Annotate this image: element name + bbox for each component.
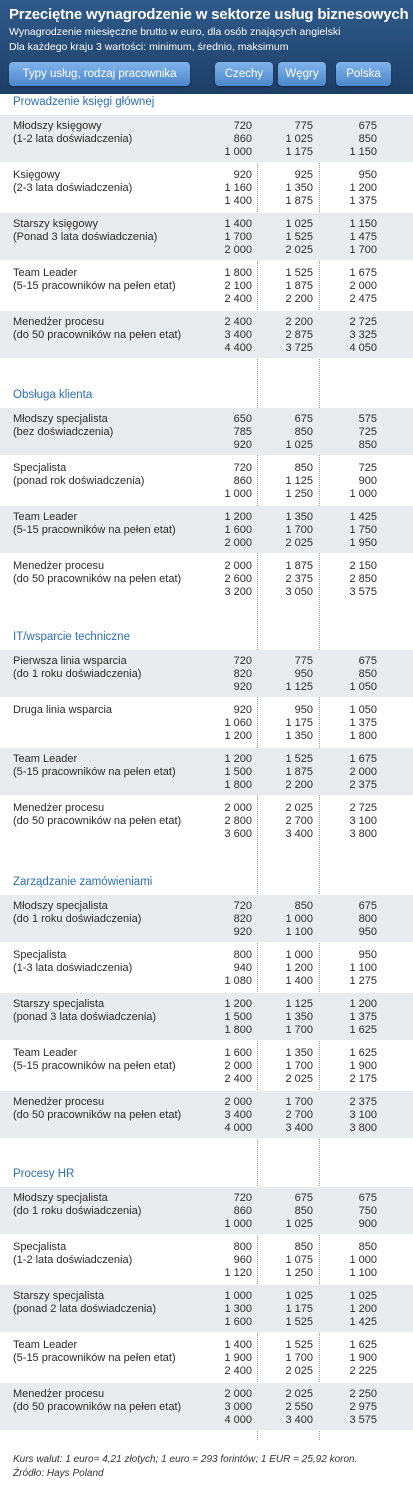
- value-wegry-avg: 950: [294, 668, 313, 680]
- value-polska-avg: 850: [358, 668, 377, 680]
- value-czechy-avg: 2 800: [224, 815, 252, 827]
- value-wegry-avg: 1 350: [285, 1011, 313, 1023]
- value-czechy-avg: 1 300: [224, 1303, 252, 1315]
- value-polska-min: 575: [358, 413, 377, 425]
- value-polska-min: 950: [358, 169, 377, 181]
- value-polska-avg: 1 375: [349, 1011, 377, 1023]
- value-wegry-max: 1 025: [285, 439, 313, 451]
- value-czechy-max: 2 400: [224, 1073, 252, 1085]
- value-polska-max: 1 700: [349, 244, 377, 256]
- footer-source: Źródło: Hays Poland: [13, 1468, 104, 1479]
- value-czechy-min: 1 600: [224, 1047, 252, 1059]
- value-wegry-avg: 1 175: [285, 717, 313, 729]
- value-polska-avg: 1 100: [349, 962, 377, 974]
- chart-subtitle-2: Dla każdego kraju 3 wartości: minimum, średnio, maksimum: [9, 41, 289, 53]
- value-wegry-max: 1 875: [285, 195, 313, 207]
- value-wegry-max: 1 400: [285, 975, 313, 987]
- value-czechy-avg: 3 000: [224, 1401, 252, 1413]
- value-czechy-min: 1 000: [224, 1290, 252, 1302]
- value-czechy-min: 1 200: [224, 998, 252, 1010]
- row-label: Starszy specjalista: [13, 1290, 105, 1302]
- column-header-czechy: Czechy: [215, 62, 273, 86]
- row-sublabel: (5-15 pracowników na pełen etat): [13, 766, 176, 778]
- value-wegry-avg: 2 700: [285, 815, 313, 827]
- row-label: Starszy specjalista: [13, 998, 105, 1010]
- value-czechy-avg: 940: [233, 962, 252, 974]
- value-wegry-avg: 1 175: [285, 1303, 313, 1315]
- row-sublabel: (1-2 lata doświadczenia): [13, 1254, 133, 1266]
- value-czechy-min: 2 000: [224, 560, 252, 572]
- row-label: Menedżer procesu: [13, 1388, 105, 1400]
- value-polska-avg: 800: [358, 913, 377, 925]
- value-czechy-avg: 820: [233, 668, 252, 680]
- value-czechy-max: 1 000: [224, 488, 252, 500]
- value-polska-min: 1 050: [349, 704, 377, 716]
- value-czechy-min: 920: [233, 704, 252, 716]
- value-czechy-max: 4 400: [224, 342, 252, 354]
- value-wegry-avg: 1 200: [285, 962, 313, 974]
- value-polska-avg: 1 900: [349, 1060, 377, 1072]
- value-polska-avg: 1 900: [349, 1352, 377, 1364]
- value-czechy-min: 1 400: [224, 1339, 252, 1351]
- value-wegry-min: 675: [294, 413, 313, 425]
- value-wegry-min: 1 125: [285, 998, 313, 1010]
- value-czechy-min: 1 800: [224, 267, 252, 279]
- column-header-service-type: Typy usług, rodzaj pracownika: [9, 62, 190, 86]
- value-polska-avg: 1 200: [349, 1303, 377, 1315]
- value-czechy-avg: 860: [233, 1205, 252, 1217]
- value-czechy-avg: 1 600: [224, 524, 252, 536]
- value-czechy-max: 920: [233, 681, 252, 693]
- value-wegry-min: 2 025: [285, 802, 313, 814]
- value-polska-max: 2 475: [349, 293, 377, 305]
- row-label: Team Leader: [13, 511, 78, 523]
- value-czechy-max: 1 600: [224, 1316, 252, 1328]
- value-wegry-max: 3 400: [285, 1122, 313, 1134]
- value-polska-avg: 3 325: [349, 329, 377, 341]
- value-czechy-max: 1 200: [224, 730, 252, 742]
- value-wegry-min: 1 525: [285, 267, 313, 279]
- row-sublabel: (2-3 lata doświadczenia): [13, 182, 133, 194]
- section-title: Procesy HR: [13, 1168, 75, 1180]
- row-sublabel: (ponad 3 lata doświadczenia): [13, 1011, 157, 1023]
- value-czechy-max: 920: [233, 439, 252, 451]
- value-czechy-avg: 2 100: [224, 280, 252, 292]
- value-czechy-avg: 1 060: [224, 717, 252, 729]
- value-wegry-max: 3 050: [285, 586, 313, 598]
- value-wegry-max: 2 025: [285, 537, 313, 549]
- value-czechy-min: 720: [233, 462, 252, 474]
- value-czechy-min: 1 400: [224, 218, 252, 230]
- value-polska-avg: 2 000: [349, 766, 377, 778]
- value-polska-max: 4 050: [349, 342, 377, 354]
- row-label: Młodszy specjalista: [13, 900, 108, 912]
- value-polska-max: 1 050: [349, 681, 377, 693]
- value-polska-max: 3 800: [349, 1122, 377, 1134]
- row-sublabel: (ponad 2 lata doświadczenia): [13, 1303, 157, 1315]
- value-wegry-min: 2 025: [285, 1388, 313, 1400]
- row-sublabel: (ponad rok doświadczenia): [13, 475, 145, 487]
- value-polska-min: 725: [358, 462, 377, 474]
- value-czechy-max: 1 120: [224, 1267, 252, 1279]
- value-wegry-max: 3 725: [285, 342, 313, 354]
- value-polska-min: 1 425: [349, 511, 377, 523]
- value-czechy-min: 920: [233, 169, 252, 181]
- value-czechy-max: 1 080: [224, 975, 252, 987]
- footer-exchange-rates: Kurs walut: 1 euro= 4,21 złotych; 1 euro = 293 forintów; 1 EUR = 25,92 koron.: [13, 1454, 358, 1465]
- value-czechy-avg: 820: [233, 913, 252, 925]
- value-polska-max: 1 425: [349, 1316, 377, 1328]
- value-polska-min: 1 625: [349, 1339, 377, 1351]
- value-polska-max: 1 375: [349, 195, 377, 207]
- value-czechy-avg: 1 160: [224, 182, 252, 194]
- value-wegry-avg: 2 375: [285, 573, 313, 585]
- value-polska-avg: 2 975: [349, 1401, 377, 1413]
- value-polska-min: 675: [358, 900, 377, 912]
- header-banner: [0, 0, 413, 94]
- column-header-polska: Polska: [336, 62, 391, 86]
- value-wegry-min: 950: [294, 704, 313, 716]
- value-wegry-avg: 1 700: [285, 524, 313, 536]
- value-polska-avg: 2 000: [349, 280, 377, 292]
- value-wegry-min: 1 025: [285, 1290, 313, 1302]
- value-wegry-avg: 1 525: [285, 231, 313, 243]
- value-wegry-avg: 1 875: [285, 766, 313, 778]
- value-polska-max: 900: [358, 1218, 377, 1230]
- value-polska-min: 675: [358, 655, 377, 667]
- value-wegry-avg: 2 875: [285, 329, 313, 341]
- value-wegry-max: 2 025: [285, 1073, 313, 1085]
- value-czechy-max: 4 000: [224, 1414, 252, 1426]
- value-wegry-avg: 1 875: [285, 280, 313, 292]
- value-czechy-max: 1 800: [224, 779, 252, 791]
- row-sublabel: (do 1 roku doświadczenia): [13, 1205, 142, 1217]
- row-sublabel: (1-2 lata doświadczenia): [13, 133, 133, 145]
- row-sublabel: (5-15 pracowników na pełen etat): [13, 1352, 176, 1364]
- value-polska-avg: 750: [358, 1205, 377, 1217]
- section-title: Obsługa klienta: [13, 389, 93, 401]
- row-sublabel: (5-15 pracowników na pełen etat): [13, 1060, 176, 1072]
- value-polska-min: 1 625: [349, 1047, 377, 1059]
- value-polska-avg: 1 000: [349, 1254, 377, 1266]
- row-sublabel: (do 50 pracowników na pełen etat): [13, 1109, 182, 1121]
- value-wegry-max: 2 025: [285, 244, 313, 256]
- row-label: Team Leader: [13, 1339, 78, 1351]
- value-wegry-min: 1 350: [285, 1047, 313, 1059]
- value-czechy-min: 2 400: [224, 316, 252, 328]
- value-wegry-max: 3 400: [285, 828, 313, 840]
- value-polska-min: 1 150: [349, 218, 377, 230]
- value-czechy-min: 2 000: [224, 1388, 252, 1400]
- value-wegry-avg: 1 125: [285, 475, 313, 487]
- row-sublabel: (do 1 roku doświadczenia): [13, 668, 142, 680]
- row-label: Menedżer procesu: [13, 802, 105, 814]
- value-wegry-min: 1 000: [285, 949, 313, 961]
- value-polska-max: 1 275: [349, 975, 377, 987]
- value-czechy-max: 1 000: [224, 146, 252, 158]
- row-sublabel: (bez doświadczenia): [13, 426, 114, 438]
- value-czechy-min: 2 000: [224, 1096, 252, 1108]
- row-label: Team Leader: [13, 753, 78, 765]
- value-wegry-avg: 1 350: [285, 182, 313, 194]
- value-czechy-max: 3 200: [224, 586, 252, 598]
- row-label: Team Leader: [13, 267, 78, 279]
- value-wegry-min: 850: [294, 900, 313, 912]
- section-title: IT/wsparcie techniczne: [13, 631, 130, 643]
- value-czechy-min: 720: [233, 1192, 252, 1204]
- value-polska-max: 2 375: [349, 779, 377, 791]
- value-wegry-min: 850: [294, 462, 313, 474]
- row-label: Menedżer procesu: [13, 316, 105, 328]
- value-polska-min: 1 675: [349, 267, 377, 279]
- row-label: Pierwsza linia wsparcia: [13, 655, 127, 667]
- value-czechy-min: 720: [233, 655, 252, 667]
- value-polska-avg: 3 100: [349, 1109, 377, 1121]
- value-polska-avg: 1 475: [349, 231, 377, 243]
- value-polska-max: 850: [358, 439, 377, 451]
- value-czechy-min: 720: [233, 900, 252, 912]
- value-polska-max: 3 575: [349, 1414, 377, 1426]
- row-sublabel: (5-15 pracowników na pełen etat): [13, 280, 176, 292]
- value-wegry-min: 1 525: [285, 753, 313, 765]
- value-polska-min: 2 725: [349, 802, 377, 814]
- value-polska-max: 2 175: [349, 1073, 377, 1085]
- value-polska-avg: 725: [358, 426, 377, 438]
- value-polska-max: 2 225: [349, 1365, 377, 1377]
- value-polska-max: 3 575: [349, 586, 377, 598]
- value-czechy-min: 800: [233, 949, 252, 961]
- value-wegry-avg: 850: [294, 426, 313, 438]
- value-wegry-avg: 1 025: [285, 133, 313, 145]
- value-czechy-max: 2 400: [224, 293, 252, 305]
- value-polska-max: 950: [358, 926, 377, 938]
- value-wegry-min: 675: [294, 1192, 313, 1204]
- value-wegry-min: 1 875: [285, 560, 313, 572]
- row-label: Menedżer procesu: [13, 1096, 105, 1108]
- value-wegry-avg: 850: [294, 1205, 313, 1217]
- value-polska-min: 1 200: [349, 998, 377, 1010]
- value-wegry-max: 1 350: [285, 730, 313, 742]
- value-polska-min: 950: [358, 949, 377, 961]
- row-sublabel: (do 50 pracowników na pełen etat): [13, 573, 182, 585]
- row-label: Księgowy: [13, 169, 61, 181]
- value-czechy-max: 4 000: [224, 1122, 252, 1134]
- row-sublabel: (1-3 lata doświadczenia): [13, 962, 133, 974]
- value-wegry-max: 1 250: [285, 488, 313, 500]
- value-wegry-max: 2 025: [285, 1365, 313, 1377]
- value-polska-min: 850: [358, 1241, 377, 1253]
- value-polska-avg: 2 850: [349, 573, 377, 585]
- value-wegry-max: 1 700: [285, 1024, 313, 1036]
- value-wegry-avg: 1 700: [285, 1060, 313, 1072]
- value-czechy-max: 1 800: [224, 1024, 252, 1036]
- row-label: Młodszy specjalista: [13, 1192, 108, 1204]
- row-label: Młodszy specjalista: [13, 413, 108, 425]
- value-wegry-avg: 1 075: [285, 1254, 313, 1266]
- row-sublabel: (do 50 pracowników na pełen etat): [13, 815, 182, 827]
- value-polska-avg: 900: [358, 475, 377, 487]
- value-polska-min: 1 675: [349, 753, 377, 765]
- value-polska-min: 675: [358, 1192, 377, 1204]
- row-label: Druga linia wsparcia: [13, 704, 113, 716]
- value-polska-avg: 850: [358, 133, 377, 145]
- value-czechy-min: 1 200: [224, 511, 252, 523]
- value-polska-min: 2 725: [349, 316, 377, 328]
- value-czechy-min: 1 200: [224, 753, 252, 765]
- value-wegry-min: 1 350: [285, 511, 313, 523]
- value-wegry-max: 1 025: [285, 1218, 313, 1230]
- value-czechy-min: 800: [233, 1241, 252, 1253]
- value-polska-min: 1 025: [349, 1290, 377, 1302]
- value-polska-max: 1 950: [349, 537, 377, 549]
- value-polska-min: 2 250: [349, 1388, 377, 1400]
- row-label: Specjalista: [13, 949, 67, 961]
- value-czechy-avg: 1 700: [224, 231, 252, 243]
- value-czechy-max: 1 400: [224, 195, 252, 207]
- chart-title: Przeciętne wynagrodzenie w sektorze usług biznesowych: [9, 6, 409, 23]
- value-wegry-min: 775: [294, 655, 313, 667]
- value-wegry-min: 1 025: [285, 218, 313, 230]
- row-label: Specjalista: [13, 1241, 67, 1253]
- value-wegry-min: 1 525: [285, 1339, 313, 1351]
- value-czechy-max: 2 000: [224, 244, 252, 256]
- value-polska-avg: 3 100: [349, 815, 377, 827]
- value-polska-max: 1 100: [349, 1267, 377, 1279]
- value-czechy-avg: 1 900: [224, 1352, 252, 1364]
- value-czechy-max: 2 000: [224, 537, 252, 549]
- value-wegry-min: 2 200: [285, 316, 313, 328]
- section-title: Zarządzanie zamówieniami: [13, 876, 153, 888]
- row-label: Team Leader: [13, 1047, 78, 1059]
- value-czechy-min: 2 000: [224, 802, 252, 814]
- value-wegry-max: 3 400: [285, 1414, 313, 1426]
- value-wegry-max: 1 525: [285, 1316, 313, 1328]
- value-czechy-avg: 2 000: [224, 1060, 252, 1072]
- column-header-wegry: Węgry: [278, 62, 326, 86]
- value-polska-max: 3 800: [349, 828, 377, 840]
- value-polska-min: 675: [358, 120, 377, 132]
- row-sublabel: (do 1 roku doświadczenia): [13, 913, 142, 925]
- value-wegry-max: 1 100: [285, 926, 313, 938]
- value-wegry-avg: 2 700: [285, 1109, 313, 1121]
- value-polska-avg: 1 375: [349, 717, 377, 729]
- value-wegry-max: 1 250: [285, 1267, 313, 1279]
- value-czechy-avg: 960: [233, 1254, 252, 1266]
- value-wegry-max: 2 200: [285, 779, 313, 791]
- value-czechy-min: 650: [233, 413, 252, 425]
- value-czechy-max: 3 600: [224, 828, 252, 840]
- value-wegry-max: 2 200: [285, 293, 313, 305]
- value-czechy-avg: 860: [233, 475, 252, 487]
- row-sublabel: (5-15 pracowników na pełen etat): [13, 524, 176, 536]
- row-label: Specjalista: [13, 462, 67, 474]
- row-sublabel: (do 50 pracowników na pełen etat): [13, 329, 182, 341]
- section-title: Prowadzenie księgi głównej: [13, 96, 155, 108]
- value-wegry-min: 925: [294, 169, 313, 181]
- row-label: Starszy księgowy: [13, 218, 98, 230]
- value-czechy-max: 2 400: [224, 1365, 252, 1377]
- value-czechy-max: 920: [233, 926, 252, 938]
- value-polska-avg: 1 200: [349, 182, 377, 194]
- value-wegry-max: 1 175: [285, 146, 313, 158]
- value-czechy-avg: 1 500: [224, 766, 252, 778]
- value-polska-max: 1 000: [349, 488, 377, 500]
- row-label: Menedżer procesu: [13, 560, 105, 572]
- chart-subtitle-1: Wynagrodzenie miesięczne brutto w euro, dla osób znających angielski: [9, 26, 341, 38]
- value-polska-min: 2 375: [349, 1096, 377, 1108]
- value-wegry-max: 1 125: [285, 681, 313, 693]
- value-polska-min: 2 150: [349, 560, 377, 572]
- value-czechy-avg: 785: [233, 426, 252, 438]
- value-czechy-max: 1 000: [224, 1218, 252, 1230]
- value-wegry-avg: 1 700: [285, 1352, 313, 1364]
- value-polska-max: 1 625: [349, 1024, 377, 1036]
- value-czechy-avg: 3 400: [224, 329, 252, 341]
- row-label: Młodszy księgowy: [13, 120, 102, 132]
- value-czechy-avg: 2 600: [224, 573, 252, 585]
- value-polska-max: 1 150: [349, 146, 377, 158]
- value-czechy-min: 720: [233, 120, 252, 132]
- value-polska-max: 1 800: [349, 730, 377, 742]
- value-wegry-min: 850: [294, 1241, 313, 1253]
- row-sublabel: (Ponad 3 lata doświadczenia): [13, 231, 158, 243]
- value-wegry-avg: 1 000: [285, 913, 313, 925]
- value-czechy-avg: 3 400: [224, 1109, 252, 1121]
- value-wegry-min: 1 700: [285, 1096, 313, 1108]
- row-sublabel: (do 50 pracowników na pełen etat): [13, 1401, 182, 1413]
- value-wegry-avg: 2 550: [285, 1401, 313, 1413]
- value-czechy-avg: 860: [233, 133, 252, 145]
- value-wegry-min: 775: [294, 120, 313, 132]
- value-czechy-avg: 1 500: [224, 1011, 252, 1023]
- value-polska-avg: 1 750: [349, 524, 377, 536]
